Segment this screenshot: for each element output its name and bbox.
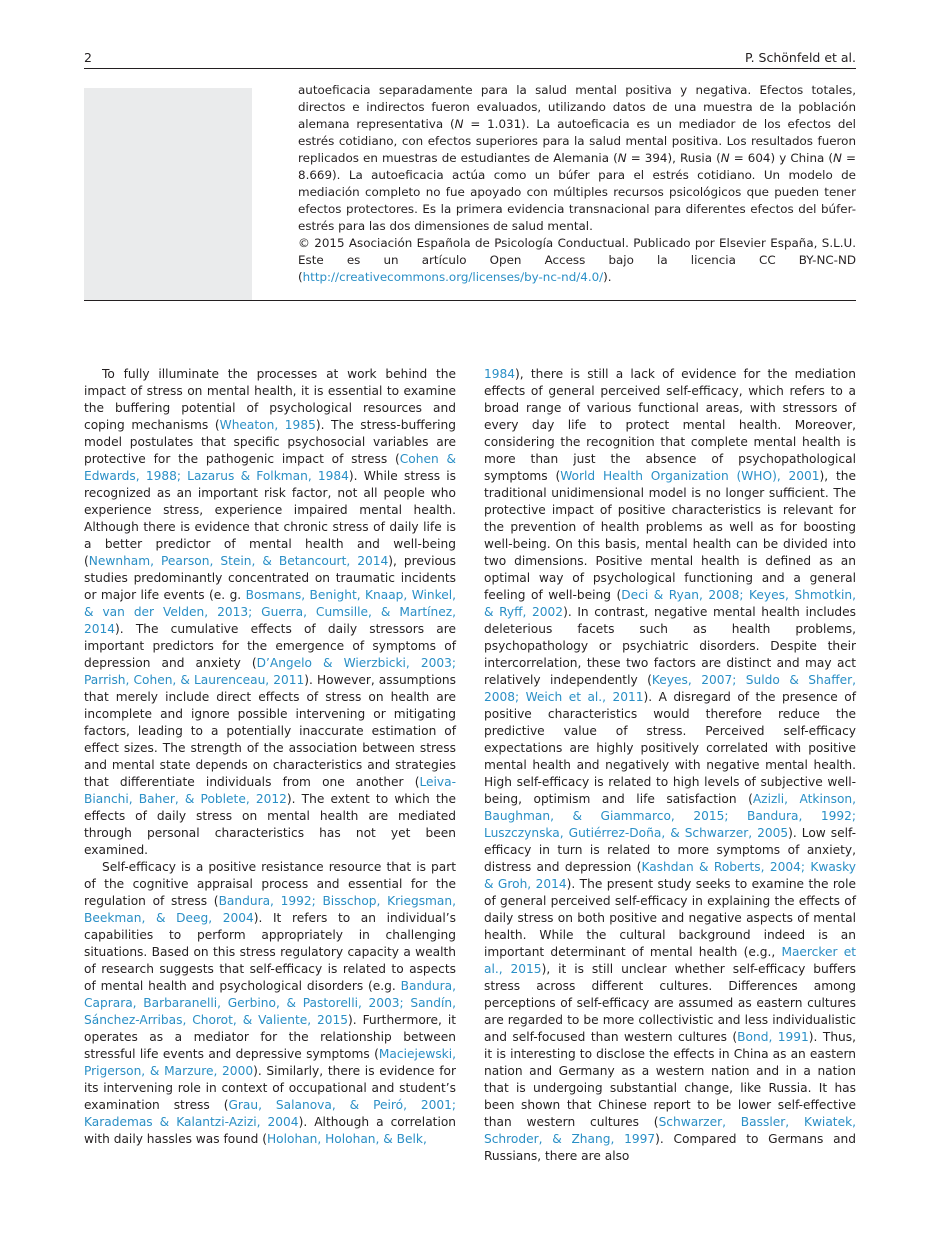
- citation-link[interactable]: D’Angelo & Wierzbicki, 2003; Parrish, Cohen, & Laurenceau, 2011: [84, 656, 456, 687]
- right-column: [484, 366, 856, 1165]
- citation-link[interactable]: Bandura, Caprara, Barbaranelli, Gerbino, & Pastorelli, 2003; Sandín, Sánchez-Arribas, Chorot, & Valiente, 2015: [84, 979, 456, 1027]
- body-paragraph-continued: [484, 366, 856, 1165]
- copyright-notice: [298, 235, 856, 286]
- citation-link[interactable]: Grau, Salanova, & Peiró, 2001; Karademas & Kalantzi-Azizi, 2004: [84, 1098, 456, 1129]
- text-run: ), there is still a lack of evidence for the mediation effects of general perceived self-efficacy, which refers to a broad range of various functional areas, with stressors of every day life to protect mental health. Moreover, considering the recognition that complete mental health is more than just the absence of psychopathological symptoms (: [484, 367, 856, 483]
- italic-symbol: N: [833, 151, 842, 165]
- text-run: = 8.669). La autoeficacia actúa como un búfer para el estrés cotidiano. Un modelo de mediación completo no fue apoyado con múltiples recursos psicológicos que pueden tener efectos protectores. Es la primera evidencia transnacional para diferentes efectos del búfer-estrés para las dos dimensiones de salud mental.: [298, 151, 856, 233]
- text-run: ). In contrast, negative mental health includes deleterious facets such as health problems, psychopathology or psychiatric disorders. Despite their intercorrelation, these two factors are distinct and may act relatively independently (: [484, 605, 856, 687]
- running-authors: P. Schönfeld et al.: [745, 50, 856, 65]
- text-run: ). Although a correlation with daily hassles was found (: [84, 1115, 457, 1146]
- abstract-bottom-rule: [84, 300, 856, 301]
- citation-link[interactable]: World Health Organization (WHO), 2001: [560, 469, 820, 483]
- citation-link[interactable]: Keyes, 2007; Suldo & Shaffer, 2008; Weich et al., 2011: [484, 673, 857, 704]
- italic-symbol: N: [617, 151, 627, 165]
- text-run: ). Compared to Germans and Russians, there are also: [484, 1132, 857, 1163]
- text-run: ). Similarly, there is evidence for its intervening role in context of occupational and student’s examination stress (: [84, 1064, 456, 1112]
- text-run: © 2015 Asociación Española de Psicología Conductual. Publicado por Elsevier España, S.L.U. Este es un artículo Open Access bajo la licencia CC BY-NC-ND (: [298, 236, 856, 284]
- left-column: [84, 366, 456, 1148]
- citation-link[interactable]: Maciejewski, Prigerson, & Marzure, 2000: [84, 1047, 456, 1078]
- citation-link[interactable]: Azizli, Atkinson, Baughman, & Giammarco, 2015; Bandura, 1992; Luszczynska, Gutiérrez-Doña, & Schwarzer, 2005: [484, 792, 856, 840]
- citation-link[interactable]: Schwarzer, Bassler, Kwiatek, Schroder, & Zhang, 1997: [484, 1115, 856, 1146]
- running-header: [84, 50, 856, 69]
- italic-symbol: N: [720, 151, 730, 165]
- citation-link[interactable]: Cohen & Edwards, 1988; Lazarus & Folkman, 1984: [84, 452, 457, 483]
- citation-link[interactable]: Deci & Ryan, 2008; Keyes, Shmotkin, & Ryff, 2002: [484, 588, 856, 619]
- text-run: = 394), Rusia (: [626, 151, 721, 165]
- text-run: ), it is still unclear whether self-efficacy buffers stress across different cultures. Differences among perceptions of self-efficacy are assumed as eastern cultures are regarded to be more collectivistic and less individualistic and self-focused than western cultures (: [484, 962, 856, 1044]
- text-run: ). It refers to an individual’s capabilities to perform appropriately in challenging situations. Based on this stress regulatory capacity a wealth of research suggests that self-efficacy is related to aspects of mental health and psychological disorders (e.g.: [84, 911, 456, 993]
- citation-link[interactable]: Holohan, Holohan, & Belk,: [267, 1132, 427, 1146]
- text-run: ), the traditional unidimensional model is no longer sufficient. The protective impact of positive characteristics is relevant for the prevention of health problems as well as for boosting well-being. On this basis, mental health can be divided into two dimensions. Positive mental health is defined as an optimal way of psychological functioning and a general feeling of well-being (: [484, 469, 856, 602]
- text-run: ). The stress-buffering model postulates that specific psychosocial variables are protective for the pathogenic impact of stress (: [84, 418, 456, 466]
- text-run: ). A disregard of the presence of positive characteristics would therefore reduce the predictive value of stress. Perceived self-efficacy expectations are highly positively correlated with positive mental health and negatively with negative mental health. High self-efficacy is related to high levels of subjective well-being, optimism and life satisfaction (: [484, 690, 856, 806]
- text-run: ). While stress is recognized as an important risk factor, not all people who experience stress, experience impaired mental health. Although there is evidence that chronic stress of daily life is a better predictor of mental health and well-being (: [84, 469, 456, 568]
- citation-link[interactable]: Wheaton, 1985: [219, 418, 316, 432]
- italic-symbol: N: [454, 117, 464, 131]
- text-run: Self-efficacy is a positive resistance resource that is part of the cognitive appraisal process and essential for the regulation of stress (: [84, 860, 456, 908]
- citation-link[interactable]: Kashdan & Roberts, 2004; Kwasky & Groh, 2014: [484, 860, 856, 891]
- citation-link[interactable]: Maercker et al., 2015: [484, 945, 856, 976]
- body-paragraph: [84, 366, 456, 859]
- citation-link[interactable]: 1984: [484, 367, 516, 381]
- text-run: autoeficacia separadamente para la salud mental positiva y negativa. Efectos totales, directos e indirectos fueron evaluados, utilizando datos de una muestra de la población alemana representativa (: [298, 83, 856, 131]
- abstract-paragraph: [298, 82, 856, 235]
- text-run: ). Thus, it is interesting to disclose the effects in China as an eastern nation and Germany as a western nation and in a nation that is undergoing substantial change, like Russia. It has been shown that Chinese report to be lower self-effective than western cultures (: [484, 1030, 856, 1129]
- page-number: 2: [84, 50, 92, 65]
- citation-link[interactable]: Bond, 1991: [737, 1030, 809, 1044]
- citation-link[interactable]: Bandura, 1992; Bisschop, Kriegsman, Beekman, & Deeg, 2004: [84, 894, 456, 925]
- text-run: ).: [603, 270, 612, 284]
- text-run: ), previous studies predominantly concentrated on traumatic incidents or major life events (e. g.: [84, 554, 456, 602]
- text-run: To fully illuminate the processes at work behind the impact of stress on mental health, it is essential to examine the buffering potential of psychological resources and coping mechanisms (: [84, 367, 456, 432]
- text-run: ). Furthermore, it operates as a mediator for the relationship between stressful life events and depressive symptoms (: [84, 1013, 456, 1061]
- citation-link[interactable]: http://creativecommons.org/licenses/by-nc-nd/4.0/: [302, 270, 604, 284]
- citation-link[interactable]: Bosmans, Benight, Knaap, Winkel, & van der Velden, 2013; Guerra, Cumsille, & Martínez, 2014: [84, 588, 457, 636]
- text-run: ). The present study seeks to examine the role of general perceived self-efficacy in explaining the effects of daily stress on both positive and negative aspects of mental health. While the cultural background indeed is an important determinant of mental health (e.g.,: [484, 877, 856, 959]
- text-run: ). Low self-efficacy in turn is related to more symptoms of anxiety, distress and depression (: [484, 826, 856, 874]
- text-run: ). The cumulative effects of daily stressors are important predictors for the emergence of symptoms of depression and anxiety (: [84, 622, 456, 670]
- body-paragraph: [84, 859, 456, 1148]
- abstract-sidebar-box: [84, 88, 252, 300]
- text-run: = 604) y China (: [729, 151, 834, 165]
- citation-link[interactable]: Newnham, Pearson, Stein, & Betancourt, 2014: [88, 554, 389, 568]
- text-run: = 1.031). La autoeficacia es un mediador de los efectos del estrés cotidiano, con efectos superiores para la salud mental positiva. Los resultados fueron replicados en muestras de estudiantes de Alemania (: [298, 117, 856, 165]
- abstract-continuation: [298, 82, 856, 286]
- text-run: ). However, assumptions that merely include direct effects of stress on health are incomplete and ignore possible intervening or mitigating factors, leading to a potentially inaccurate estimation of effect sizes. The strength of the association between stress and mental state depends on characteristics and strategies that differentiate individuals from one another (: [84, 673, 456, 789]
- citation-link[interactable]: Leiva-Bianchi, Baher, & Poblete, 2012: [84, 775, 456, 806]
- text-run: ). The extent to which the effects of daily stress on mental health are mediated through personal characteristics has not yet been examined.: [84, 792, 456, 857]
